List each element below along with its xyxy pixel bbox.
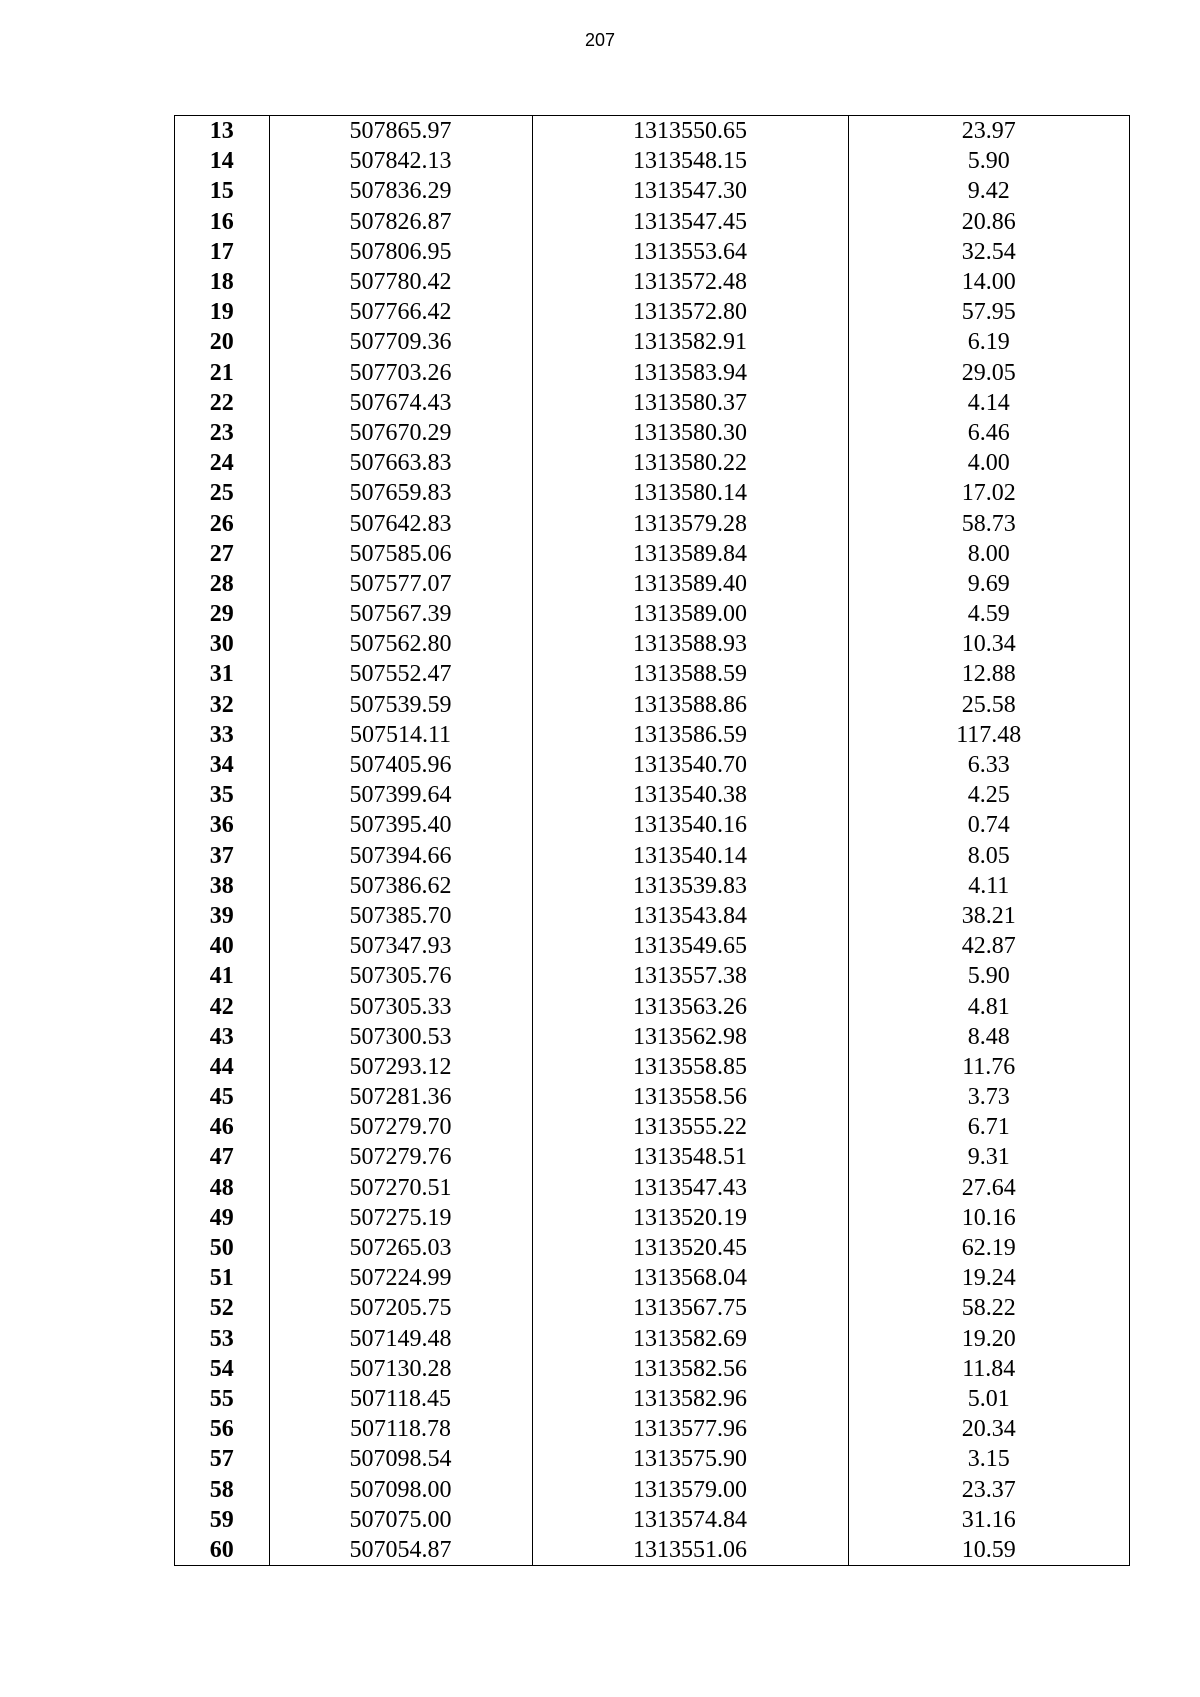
distance-cell: 38.21: [848, 901, 1129, 931]
table-row: [175, 358, 1129, 388]
x-coordinate-cell: 507270.51: [269, 1173, 532, 1203]
y-coordinate-cell: 1313588.86: [532, 690, 848, 720]
y-coordinate-cell: 1313557.38: [532, 961, 848, 991]
point-number-cell: 60: [209, 1536, 234, 1563]
point-number-cell: 22: [209, 389, 234, 416]
point-number-cell: 45: [209, 1084, 234, 1111]
y-coordinate-cell: 1313540.16: [532, 810, 848, 840]
distance-cell: 9.42: [848, 176, 1129, 206]
table-row: [175, 207, 1129, 237]
point-number-cell: 28: [209, 570, 234, 597]
point-number-cell: 50: [209, 1235, 234, 1262]
point-number-cell: 29: [209, 601, 234, 628]
x-coordinate-cell: 507766.42: [269, 297, 532, 327]
distance-cell: 17.02: [848, 478, 1129, 508]
x-coordinate-cell: 507205.75: [269, 1293, 532, 1323]
x-coordinate-cell: 507585.06: [269, 539, 532, 569]
point-number-cell: 18: [209, 269, 234, 296]
distance-cell: 10.59: [848, 1535, 1129, 1565]
x-coordinate-cell: 507075.00: [269, 1505, 532, 1535]
point-number-cell: 32: [209, 691, 234, 718]
distance-cell: 6.33: [848, 750, 1129, 780]
x-coordinate-cell: 507642.83: [269, 508, 532, 538]
distance-cell: 4.00: [848, 448, 1129, 478]
point-number-cell: 52: [209, 1295, 234, 1322]
table-row: [175, 991, 1129, 1021]
y-coordinate-cell: 1313580.30: [532, 418, 848, 448]
coordinates-table: [175, 116, 1129, 1565]
x-coordinate-cell: 507275.19: [269, 1203, 532, 1233]
point-number-cell: 42: [209, 993, 234, 1020]
distance-cell: 8.05: [848, 841, 1129, 871]
y-coordinate-cell: 1313547.30: [532, 176, 848, 206]
y-coordinate-cell: 1313580.37: [532, 388, 848, 418]
distance-cell: 23.97: [848, 116, 1129, 146]
x-coordinate-cell: 507709.36: [269, 327, 532, 357]
table-row: [175, 418, 1129, 448]
y-coordinate-cell: 1313548.51: [532, 1142, 848, 1172]
distance-cell: 20.86: [848, 207, 1129, 237]
table-row: [175, 508, 1129, 538]
distance-cell: 4.81: [848, 991, 1129, 1021]
distance-cell: 6.46: [848, 418, 1129, 448]
distance-cell: 10.16: [848, 1203, 1129, 1233]
table-row: [175, 1082, 1129, 1112]
y-coordinate-cell: 1313572.80: [532, 297, 848, 327]
table-row: [175, 780, 1129, 810]
x-coordinate-cell: 507385.70: [269, 901, 532, 931]
distance-cell: 8.48: [848, 1022, 1129, 1052]
point-number-cell: 58: [209, 1476, 234, 1503]
distance-cell: 58.73: [848, 508, 1129, 538]
point-number-cell: 24: [209, 450, 234, 477]
point-number-cell: 17: [209, 238, 234, 265]
x-coordinate-cell: 507395.40: [269, 810, 532, 840]
x-coordinate-cell: 507054.87: [269, 1535, 532, 1565]
point-number-cell: 25: [209, 480, 234, 507]
point-number-cell: 49: [209, 1204, 234, 1231]
distance-cell: 11.84: [848, 1354, 1129, 1384]
table-row: [175, 1384, 1129, 1414]
table-row: [175, 569, 1129, 599]
point-number-cell: 44: [209, 1053, 234, 1080]
y-coordinate-cell: 1313575.90: [532, 1444, 848, 1474]
point-number-cell: 21: [209, 359, 234, 386]
x-coordinate-cell: 507098.54: [269, 1444, 532, 1474]
distance-cell: 5.90: [848, 146, 1129, 176]
x-coordinate-cell: 507224.99: [269, 1263, 532, 1293]
point-number-cell: 27: [209, 540, 234, 567]
distance-cell: 4.59: [848, 599, 1129, 629]
x-coordinate-cell: 507399.64: [269, 780, 532, 810]
table-row: [175, 750, 1129, 780]
x-coordinate-cell: 507098.00: [269, 1474, 532, 1504]
y-coordinate-cell: 1313583.94: [532, 358, 848, 388]
point-number-cell: 48: [209, 1174, 234, 1201]
x-coordinate-cell: 507552.47: [269, 659, 532, 689]
y-coordinate-cell: 1313589.00: [532, 599, 848, 629]
point-number-cell: 51: [209, 1265, 234, 1292]
table-row: [175, 871, 1129, 901]
distance-cell: 12.88: [848, 659, 1129, 689]
y-coordinate-cell: 1313558.85: [532, 1052, 848, 1082]
x-coordinate-cell: 507539.59: [269, 690, 532, 720]
table-row: [175, 1142, 1129, 1172]
point-number-cell: 19: [209, 299, 234, 326]
y-coordinate-cell: 1313550.65: [532, 116, 848, 146]
table-row: [175, 237, 1129, 267]
y-coordinate-cell: 1313568.04: [532, 1263, 848, 1293]
distance-cell: 58.22: [848, 1293, 1129, 1323]
distance-cell: 11.76: [848, 1052, 1129, 1082]
distance-cell: 42.87: [848, 931, 1129, 961]
x-coordinate-cell: 507836.29: [269, 176, 532, 206]
distance-cell: 3.15: [848, 1444, 1129, 1474]
table-row: [175, 1112, 1129, 1142]
x-coordinate-cell: 507293.12: [269, 1052, 532, 1082]
point-number-cell: 36: [209, 812, 234, 839]
y-coordinate-cell: 1313567.75: [532, 1293, 848, 1323]
y-coordinate-cell: 1313588.59: [532, 659, 848, 689]
table-row: [175, 267, 1129, 297]
x-coordinate-cell: 507265.03: [269, 1233, 532, 1263]
distance-cell: 5.01: [848, 1384, 1129, 1414]
table-row: [175, 841, 1129, 871]
y-coordinate-cell: 1313547.43: [532, 1173, 848, 1203]
y-coordinate-cell: 1313520.45: [532, 1233, 848, 1263]
x-coordinate-cell: 507577.07: [269, 569, 532, 599]
x-coordinate-cell: 507562.80: [269, 629, 532, 659]
y-coordinate-cell: 1313579.00: [532, 1474, 848, 1504]
x-coordinate-cell: 507149.48: [269, 1324, 532, 1354]
point-number-cell: 26: [209, 510, 234, 537]
point-number-cell: 54: [209, 1355, 234, 1382]
table-row: [175, 1474, 1129, 1504]
point-number-cell: 34: [209, 752, 234, 779]
point-number-cell: 15: [209, 178, 234, 205]
point-number-cell: 59: [209, 1506, 234, 1533]
distance-cell: 8.00: [848, 539, 1129, 569]
x-coordinate-cell: 507279.76: [269, 1142, 532, 1172]
point-number-cell: 14: [209, 148, 234, 175]
y-coordinate-cell: 1313540.14: [532, 841, 848, 871]
x-coordinate-cell: 507130.28: [269, 1354, 532, 1384]
distance-cell: 62.19: [848, 1233, 1129, 1263]
x-coordinate-cell: 507567.39: [269, 599, 532, 629]
table-row: [175, 720, 1129, 750]
point-number-cell: 23: [209, 419, 234, 446]
point-number-cell: 57: [209, 1446, 234, 1473]
distance-cell: 14.00: [848, 267, 1129, 297]
x-coordinate-cell: 507826.87: [269, 207, 532, 237]
x-coordinate-cell: 507118.78: [269, 1414, 532, 1444]
table-row: [175, 1203, 1129, 1233]
distance-cell: 19.24: [848, 1263, 1129, 1293]
distance-cell: 4.14: [848, 388, 1129, 418]
distance-cell: 9.31: [848, 1142, 1129, 1172]
table-row: [175, 1505, 1129, 1535]
table-row: [175, 539, 1129, 569]
point-number-cell: 53: [209, 1325, 234, 1352]
table-row: [175, 1324, 1129, 1354]
point-number-cell: 41: [209, 963, 234, 990]
x-coordinate-cell: 507405.96: [269, 750, 532, 780]
table-row: [175, 931, 1129, 961]
point-number-cell: 31: [209, 661, 234, 688]
table-row: [175, 901, 1129, 931]
y-coordinate-cell: 1313547.45: [532, 207, 848, 237]
y-coordinate-cell: 1313589.40: [532, 569, 848, 599]
point-number-cell: 40: [209, 933, 234, 960]
x-coordinate-cell: 507670.29: [269, 418, 532, 448]
y-coordinate-cell: 1313548.15: [532, 146, 848, 176]
table-row: [175, 629, 1129, 659]
y-coordinate-cell: 1313558.56: [532, 1082, 848, 1112]
distance-cell: 31.16: [848, 1505, 1129, 1535]
distance-cell: 4.11: [848, 871, 1129, 901]
point-number-cell: 38: [209, 872, 234, 899]
distance-cell: 9.69: [848, 569, 1129, 599]
point-number-cell: 56: [209, 1416, 234, 1443]
x-coordinate-cell: 507305.76: [269, 961, 532, 991]
table-row: [175, 1535, 1129, 1565]
point-number-cell: 35: [209, 782, 234, 809]
x-coordinate-cell: 507674.43: [269, 388, 532, 418]
table-row: [175, 176, 1129, 206]
y-coordinate-cell: 1313588.93: [532, 629, 848, 659]
table-row: [175, 478, 1129, 508]
x-coordinate-cell: 507281.36: [269, 1082, 532, 1112]
table-row: [175, 388, 1129, 418]
y-coordinate-cell: 1313562.98: [532, 1022, 848, 1052]
table-row: [175, 146, 1129, 176]
y-coordinate-cell: 1313580.14: [532, 478, 848, 508]
y-coordinate-cell: 1313549.65: [532, 931, 848, 961]
y-coordinate-cell: 1313577.96: [532, 1414, 848, 1444]
distance-cell: 10.34: [848, 629, 1129, 659]
distance-cell: 3.73: [848, 1082, 1129, 1112]
point-number-cell: 55: [209, 1385, 234, 1412]
y-coordinate-cell: 1313572.48: [532, 267, 848, 297]
x-coordinate-cell: 507300.53: [269, 1022, 532, 1052]
x-coordinate-cell: 507659.83: [269, 478, 532, 508]
distance-cell: 6.19: [848, 327, 1129, 357]
y-coordinate-cell: 1313520.19: [532, 1203, 848, 1233]
table-row: [175, 961, 1129, 991]
y-coordinate-cell: 1313553.64: [532, 237, 848, 267]
y-coordinate-cell: 1313580.22: [532, 448, 848, 478]
table-row: [175, 1263, 1129, 1293]
table-row: [175, 1022, 1129, 1052]
distance-cell: 23.37: [848, 1474, 1129, 1504]
point-number-cell: 33: [209, 721, 234, 748]
table-row: [175, 297, 1129, 327]
y-coordinate-cell: 1313540.70: [532, 750, 848, 780]
x-coordinate-cell: 507279.70: [269, 1112, 532, 1142]
y-coordinate-cell: 1313574.84: [532, 1505, 848, 1535]
distance-cell: 117.48: [848, 720, 1129, 750]
distance-cell: 27.64: [848, 1173, 1129, 1203]
table-row: [175, 810, 1129, 840]
x-coordinate-cell: 507386.62: [269, 871, 532, 901]
point-number-cell: 13: [209, 118, 234, 145]
y-coordinate-cell: 1313582.96: [532, 1384, 848, 1414]
x-coordinate-cell: 507347.93: [269, 931, 532, 961]
y-coordinate-cell: 1313582.56: [532, 1354, 848, 1384]
distance-cell: 57.95: [848, 297, 1129, 327]
y-coordinate-cell: 1313540.38: [532, 780, 848, 810]
y-coordinate-cell: 1313563.26: [532, 991, 848, 1021]
x-coordinate-cell: 507118.45: [269, 1384, 532, 1414]
distance-cell: 0.74: [848, 810, 1129, 840]
y-coordinate-cell: 1313586.59: [532, 720, 848, 750]
x-coordinate-cell: 507305.33: [269, 991, 532, 1021]
point-number-cell: 43: [209, 1023, 234, 1050]
table-row: [175, 1173, 1129, 1203]
y-coordinate-cell: 1313589.84: [532, 539, 848, 569]
point-number-cell: 46: [209, 1114, 234, 1141]
distance-cell: 25.58: [848, 690, 1129, 720]
distance-cell: 20.34: [848, 1414, 1129, 1444]
y-coordinate-cell: 1313555.22: [532, 1112, 848, 1142]
x-coordinate-cell: 507703.26: [269, 358, 532, 388]
distance-cell: 6.71: [848, 1112, 1129, 1142]
table-body: [175, 116, 1129, 1565]
point-number-cell: 39: [209, 902, 234, 929]
point-number-cell: 16: [209, 208, 234, 235]
distance-cell: 29.05: [848, 358, 1129, 388]
table-row: [175, 690, 1129, 720]
table-row: [175, 1414, 1129, 1444]
point-number-cell: 20: [209, 329, 234, 356]
x-coordinate-cell: 507806.95: [269, 237, 532, 267]
x-coordinate-cell: 507780.42: [269, 267, 532, 297]
table-row: [175, 116, 1129, 146]
table-row: [175, 327, 1129, 357]
x-coordinate-cell: 507663.83: [269, 448, 532, 478]
x-coordinate-cell: 507394.66: [269, 841, 532, 871]
table-row: [175, 448, 1129, 478]
distance-cell: 4.25: [848, 780, 1129, 810]
point-number-cell: 30: [209, 631, 234, 658]
x-coordinate-cell: 507842.13: [269, 146, 532, 176]
table-row: [175, 1354, 1129, 1384]
y-coordinate-cell: 1313579.28: [532, 508, 848, 538]
point-number-cell: 47: [209, 1144, 234, 1171]
table-row: [175, 599, 1129, 629]
y-coordinate-cell: 1313543.84: [532, 901, 848, 931]
table-row: [175, 1444, 1129, 1474]
distance-cell: 32.54: [848, 237, 1129, 267]
distance-cell: 5.90: [848, 961, 1129, 991]
y-coordinate-cell: 1313551.06: [532, 1535, 848, 1565]
y-coordinate-cell: 1313539.83: [532, 871, 848, 901]
table-row: [175, 1052, 1129, 1082]
coordinates-table-frame: [174, 115, 1130, 1566]
table-row: [175, 1233, 1129, 1263]
y-coordinate-cell: 1313582.69: [532, 1324, 848, 1354]
distance-cell: 19.20: [848, 1324, 1129, 1354]
table-row: [175, 1293, 1129, 1323]
x-coordinate-cell: 507865.97: [269, 116, 532, 146]
page-number: 207: [584, 30, 616, 50]
y-coordinate-cell: 1313582.91: [532, 327, 848, 357]
table-row: [175, 659, 1129, 689]
x-coordinate-cell: 507514.11: [269, 720, 532, 750]
point-number-cell: 37: [209, 842, 234, 869]
